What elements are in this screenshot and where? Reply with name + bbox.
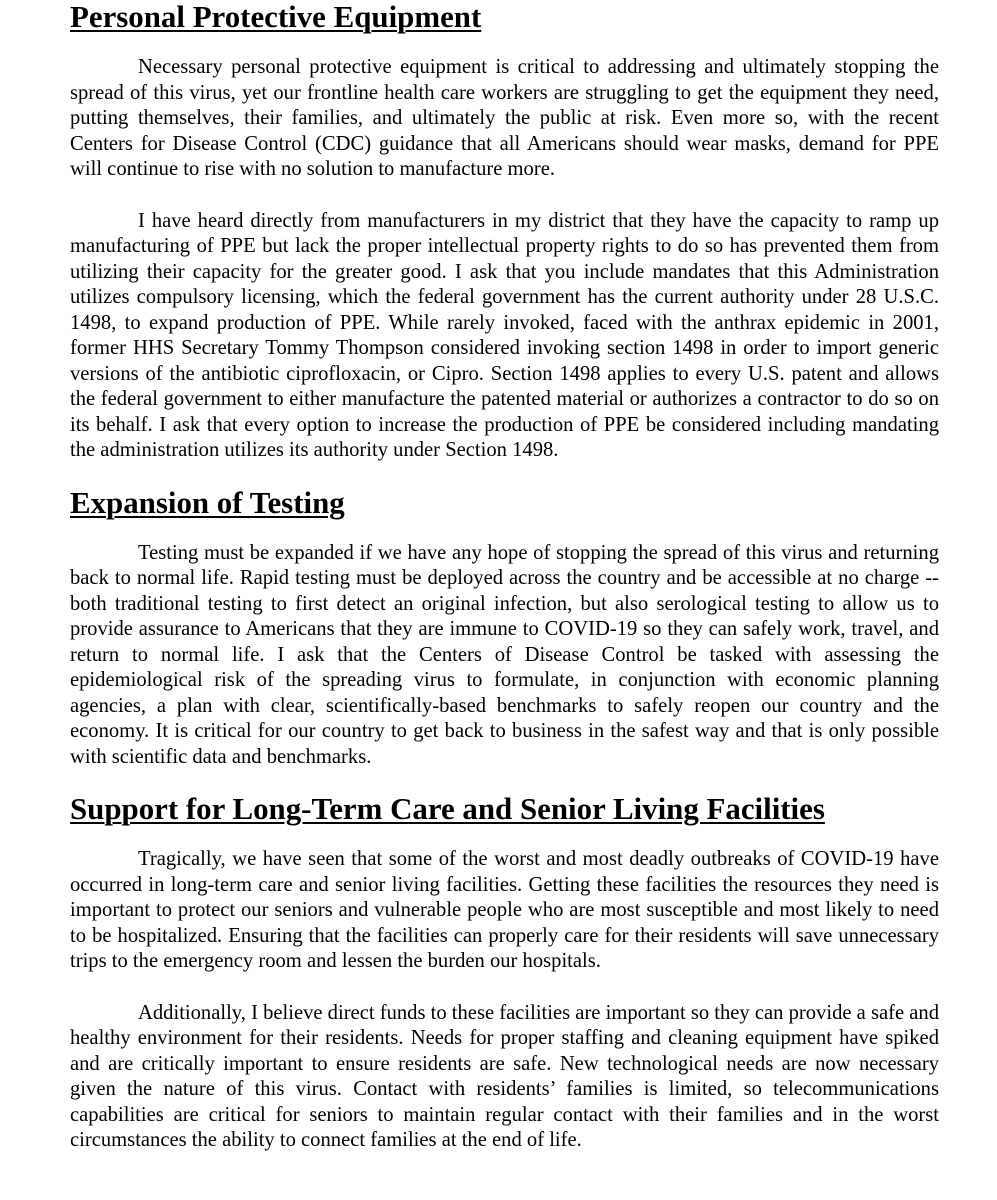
paragraph-long-term-care-2: Additionally, I believe direct funds to these facilities are important so they can provide a safe and healthy environment for their residents. Needs for proper staffing and cleaning equipment have spiked and are critically important to ensure residents are safe. New technological needs are now necessary given the nature of this virus. Contact with residents’ families is limited, so telecommunications capabilities are critical for seniors to maintain regular contact with their families and in the worst circumstances the ability to connect families at the end of life. <box>70 1001 939 1151</box>
paragraph-long-term-care-1: Tragically, we have seen that some of the worst and most deadly outbreaks of COVID-19 have occurred in long-term care and senior living facilities. Getting these facilities the resources they need is important to protect our seniors and vulnerable people who are most susceptible and most likely to need to be hospitalized. Ensuring that the facilities can properly care for their residents will save unnecessary trips to the emergency room and lessen the burden our hospitals. <box>70 848 939 972</box>
section-heading-long-term-care: Support for Long-Term Care and Senior Living Facilities <box>70 791 825 826</box>
section-heading-testing: Expansion of Testing <box>70 484 345 520</box>
paragraph-ppe-1: Necessary personal protective equipment is critical to addressing and ultimately stopping the spread of this virus, yet our frontline health care workers are struggling to get the equipment they need, putting themselves, their families, and ultimately the public at risk. Even more so, with the recent Centers for Disease Control (CDC) guidance that all Americans should wear masks, demand for PPE will continue to rise with no solution to manufacture more. <box>70 56 939 180</box>
document-page <box>70 0 939 1154</box>
paragraph-testing-1: Testing must be expanded if we have any hope of stopping the spread of this virus and returning back to normal life. Rapid testing must be deployed across the country and be accessible at no charge -- both traditional testing to first detect an original infection, but also serological testing to allow us to provide assurance to Americans that they are immune to COVID-19 so they can safely work, travel, and return to normal life. I ask that the Centers of Disease Control be tasked with assessing the epidemiological risk of the spreading virus to formulate, in conjunction with economic planning agencies, a plan with clear, scientifically-based benchmarks to safely reopen our country and the economy. It is critical for our country to get back to business in the safest way and that is only possible with scientific data and benchmarks. <box>70 541 939 768</box>
paragraph-ppe-2: I have heard directly from manufacturers in my district that they have the capacity to ramp up manufacturing of PPE but lack the proper intellectual property rights to do so has prevented them from utilizing their capacity for the greater good. I ask that you include mandates that this Administration utilizes compulsory licensing, which the federal government has the current authority under 28 U.S.C. 1498, to expand production of PPE. While rarely invoked, faced with the anthrax epidemic in 2001, former HHS Secretary Tommy Thompson considered invoking section 1498 in order to import generic versions of the antibiotic ciprofloxacin, or Cipro. Section 1498 applies to every U.S. patent and allows the federal government to either manufacture the patented material or authorizes a contractor to do so on its behalf. I ask that every option to increase the production of PPE be considered including mandating the administration utilizes its authority under Section 1498. <box>70 209 939 461</box>
section-heading-ppe: Personal Protective Equipment <box>70 0 482 34</box>
spacer <box>70 183 939 209</box>
spacer <box>70 975 939 1001</box>
